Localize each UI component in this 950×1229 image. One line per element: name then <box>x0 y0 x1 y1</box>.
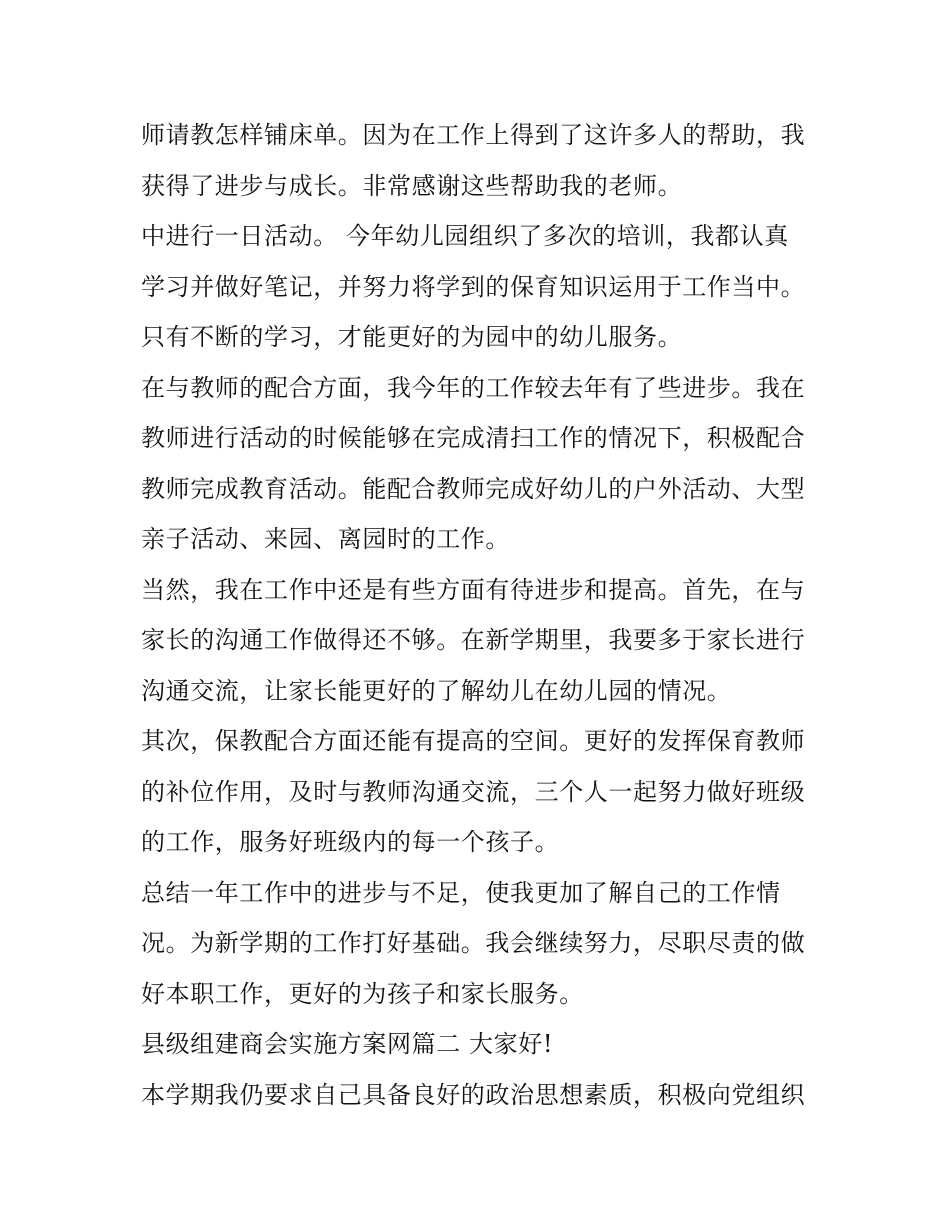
text-line: 沟通交流，让家长能更好的了解幼儿在幼儿园的情况。 <box>141 676 732 705</box>
text-line: 获得了进步与成长。非常感谢这些帮助我的老师。 <box>141 171 683 200</box>
paragraph-7 <box>141 1070 821 1121</box>
paragraph-2 <box>141 211 821 363</box>
text-line: 县级组建商会实施方案网篇二 大家好! <box>141 1030 554 1058</box>
text-line: 学习并做好笔记，并努力将学到的保育知识运用于工作当中。 <box>141 272 806 301</box>
text-line: 家长的沟通工作做得还不够。在新学期里，我要多于家长进行 <box>141 626 806 654</box>
text-line: 师请教怎样铺床单。因为在工作上得到了这许多人的帮助，我 <box>141 121 806 149</box>
document-body <box>141 110 821 1120</box>
text-line: 其次，保教配合方面还能有提高的空间。更好的发挥保育教师 <box>141 727 806 755</box>
paragraph-6 <box>141 868 821 1020</box>
text-line: 当然，我在工作中还是有些方面有待进步和提高。首先，在与 <box>141 575 806 604</box>
text-line: 好本职工作，更好的为孩子和家长服务。 <box>141 979 584 1008</box>
paragraph-4 <box>141 565 821 717</box>
text-line: 总结一年工作中的进步与不足，使我更加了解自己的工作情 <box>141 878 781 907</box>
text-line: 教师完成教育活动。能配合教师完成好幼儿的户外活动、大型 <box>141 474 806 503</box>
text-line: 亲子活动、来园、离园时的工作。 <box>141 525 510 553</box>
text-line: 只有不断的学习，才能更好的为园中的幼儿服务。 <box>141 323 683 351</box>
text-line: 的补位作用，及时与教师沟通交流，三个人一起努力做好班级 <box>141 777 806 806</box>
paragraph-1 <box>141 110 821 211</box>
paragraph-5 <box>141 716 821 868</box>
text-line: 在与教师的配合方面，我今年的工作较去年有了些进步。我在 <box>141 373 806 402</box>
text-line: 况。为新学期的工作打好基础。我会继续努力，尽职尽责的做 <box>141 929 806 957</box>
section-heading <box>141 1019 821 1070</box>
text-line: 教师进行活动的时候能够在完成清扫工作的情况下，积极配合 <box>141 424 806 452</box>
text-line: 中进行一日活动。 今年幼儿园组织了多次的培训，我都认真 <box>141 222 789 250</box>
text-line: 本学期我仍要求自己具备良好的政治思想素质，积极向党组织 <box>141 1080 806 1109</box>
text-line: 的工作，服务好班级内的每一个孩子。 <box>141 828 560 856</box>
paragraph-3 <box>141 363 821 565</box>
